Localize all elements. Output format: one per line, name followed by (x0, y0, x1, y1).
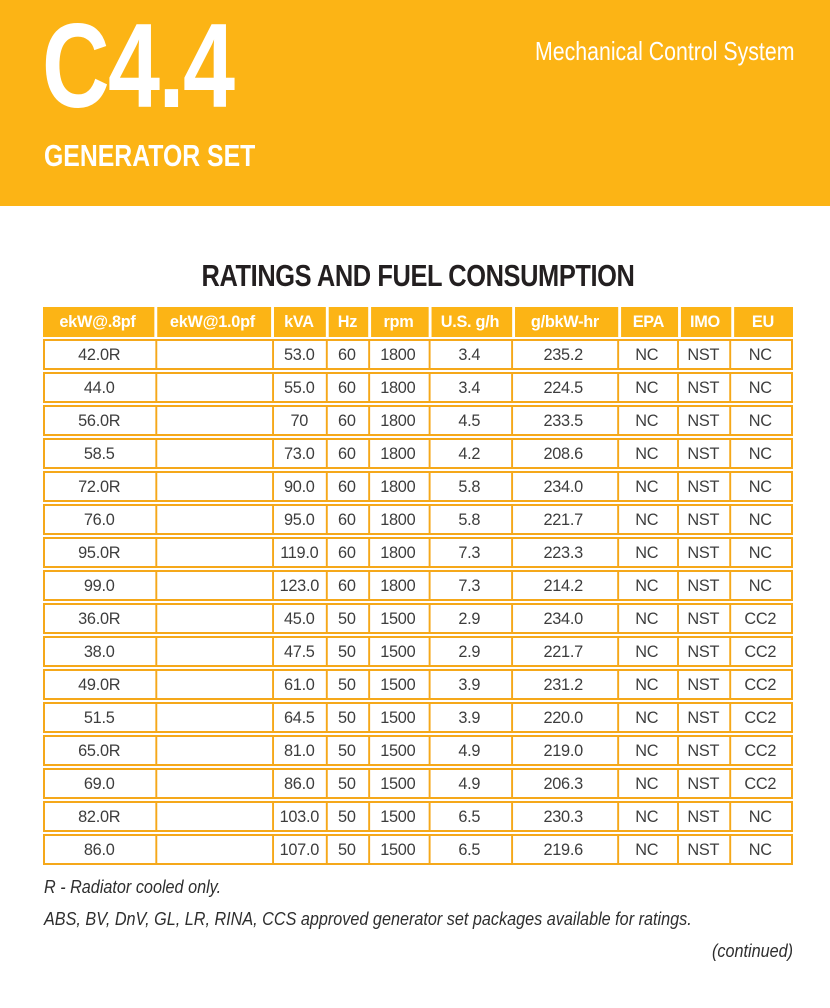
table-cell: NC (617, 407, 674, 434)
table-row (43, 603, 793, 634)
radiator-note: R - Radiator cooled only. (44, 877, 222, 897)
table-cell: CC2 (730, 605, 790, 632)
table-cell: 38.0 (83, 641, 115, 661)
table-cell: NST (677, 638, 728, 665)
table-cell: NST (677, 341, 728, 368)
approvals-note: ABS, BV, DnV, GL, LR, RINA, CCS approved generator set packages available for ratings. (44, 909, 692, 929)
table-cell: 221.7 (512, 506, 614, 533)
table-cell: CC2 (730, 671, 790, 698)
table-cell: 231.2 (512, 671, 614, 698)
table-cell: NC (730, 539, 790, 566)
table-cell: 220.0 (512, 704, 614, 731)
table-cell (156, 539, 269, 566)
table-cell: 7.3 (428, 572, 507, 599)
table-cell: 224.5 (512, 374, 614, 401)
table-cell: 81.0 (272, 737, 324, 764)
table-cell: 65.0R (78, 740, 121, 760)
table-cell (156, 836, 269, 863)
table-cell: CC2 (730, 770, 790, 797)
table-row (43, 801, 793, 832)
table-row (43, 669, 793, 700)
table-cell: 50 (326, 770, 366, 797)
table-cell: 60 (326, 572, 366, 599)
table-cell: 50 (326, 605, 366, 632)
table-cell: NST (677, 506, 728, 533)
table-cell: NC (617, 539, 674, 566)
table-cell: 1800 (368, 506, 425, 533)
table-cell: 64.5 (272, 704, 324, 731)
table-cell: 234.0 (512, 605, 614, 632)
table-cell: NC (617, 770, 674, 797)
table-row (43, 735, 793, 766)
table-cell: 3.9 (428, 671, 507, 698)
table-cell (156, 440, 269, 467)
table-cell: 119.0 (272, 539, 324, 566)
table-cell: 214.2 (512, 572, 614, 599)
table-cell: NC (617, 605, 674, 632)
table-cell (156, 704, 269, 731)
table-cell: 1800 (368, 473, 425, 500)
table-row (43, 537, 793, 568)
table-cell: NC (730, 572, 790, 599)
table-cell: 70 (272, 407, 324, 434)
table-cell: NST (677, 737, 728, 764)
table-cell: 107.0 (272, 836, 324, 863)
table-cell (156, 374, 269, 401)
table-cell: 56.0R (78, 410, 121, 430)
table-cell: 42.0R (78, 344, 121, 364)
table-cell: 1800 (368, 572, 425, 599)
table-cell: 69.0 (83, 773, 115, 793)
table-cell: 7.3 (428, 539, 507, 566)
table-row (43, 768, 793, 799)
table-cell (156, 770, 269, 797)
table-cell: NC (617, 572, 674, 599)
table-row (43, 372, 793, 403)
table-cell: 47.5 (272, 638, 324, 665)
table-cell: 50 (326, 638, 366, 665)
table-cell: 3.4 (428, 374, 507, 401)
table-cell: 223.3 (512, 539, 614, 566)
table-cell: 60 (326, 506, 366, 533)
ratings-table (43, 307, 793, 865)
table-cell: NC (730, 407, 790, 434)
table-cell: 60 (326, 407, 366, 434)
table-cell: 61.0 (272, 671, 324, 698)
table-cell: NC (617, 374, 674, 401)
table-cell: 1500 (368, 638, 425, 665)
table-cell: 60 (326, 374, 366, 401)
table-cell: 90.0 (272, 473, 324, 500)
table-cell: 4.9 (428, 770, 507, 797)
ratings-section-title: RATINGS AND FUEL CONSUMPTION (201, 258, 635, 293)
header-cell: ekW@1.0pf (154, 307, 267, 337)
table-cell: 4.5 (428, 407, 507, 434)
table-cell: NC (730, 836, 790, 863)
table-cell: NC (617, 638, 674, 665)
control-system-tagline: Mechanical Control System (534, 36, 794, 66)
table-cell: NST (677, 605, 728, 632)
table-cell (156, 605, 269, 632)
table-cell: 4.2 (428, 440, 507, 467)
table-cell: NC (617, 737, 674, 764)
table-cell: 5.8 (428, 473, 507, 500)
table-cell: 99.0 (83, 575, 115, 595)
table-cell: 1800 (368, 539, 425, 566)
header-cell: Hz (326, 307, 366, 337)
table-cell (156, 341, 269, 368)
table-cell: 51.5 (83, 707, 115, 727)
table-cell: CC2 (730, 638, 790, 665)
table-cell: NST (677, 473, 728, 500)
table-cell: 235.2 (512, 341, 614, 368)
table-cell: 1500 (368, 770, 425, 797)
table-cell: 60 (326, 341, 366, 368)
table-cell (156, 737, 269, 764)
table-row (43, 504, 793, 535)
table-cell (156, 506, 269, 533)
table-cell: CC2 (730, 704, 790, 731)
table-cell: 1800 (368, 407, 425, 434)
table-cell: 1500 (368, 605, 425, 632)
header-cell: kVA (271, 307, 324, 337)
table-cell: 103.0 (272, 803, 324, 830)
table-cell: 1500 (368, 836, 425, 863)
table-cell: CC2 (730, 737, 790, 764)
table-cell: 1500 (368, 737, 425, 764)
table-cell: NST (677, 407, 728, 434)
table-cell: 86.0 (83, 839, 115, 859)
table-cell: NST (677, 704, 728, 731)
table-cell: NC (617, 836, 674, 863)
table-cell: 2.9 (428, 605, 507, 632)
table-cell: 233.5 (512, 407, 614, 434)
table-cell: 50 (326, 836, 366, 863)
table-cell: 1800 (368, 440, 425, 467)
continued-note: (continued) (711, 941, 793, 961)
table-row (43, 405, 793, 436)
table-cell: 1500 (368, 704, 425, 731)
table-cell: 221.7 (512, 638, 614, 665)
table-cell (156, 407, 269, 434)
header-cell: U.S. g/h (429, 307, 509, 337)
table-cell: NC (617, 473, 674, 500)
table-cell: 5.8 (428, 506, 507, 533)
table-cell: NC (617, 440, 674, 467)
table-row (43, 339, 793, 370)
table-cell (156, 671, 269, 698)
header-cell: rpm (368, 307, 426, 337)
table-cell: 1800 (368, 374, 425, 401)
product-line-label: GENERATOR SET (44, 138, 256, 173)
table-cell: 1500 (368, 803, 425, 830)
table-cell: 6.5 (428, 836, 507, 863)
table-cell: 82.0R (78, 806, 121, 826)
table-row (43, 636, 793, 667)
table-cell: 50 (326, 737, 366, 764)
table-cell: 86.0 (272, 770, 324, 797)
table-row (43, 570, 793, 601)
table-cell: 234.0 (512, 473, 614, 500)
table-cell: 76.0 (83, 509, 115, 529)
header-cell: g/bkW-hr (512, 307, 615, 337)
table-cell (156, 803, 269, 830)
table-cell: 53.0 (272, 341, 324, 368)
table-cell: 230.3 (512, 803, 614, 830)
table-cell: 95.0 (272, 506, 324, 533)
table-cell: NC (730, 440, 790, 467)
table-cell: 55.0 (272, 374, 324, 401)
table-cell (156, 473, 269, 500)
table-cell: NC (730, 506, 790, 533)
table-cell: 50 (326, 671, 366, 698)
table-cell: 219.6 (512, 836, 614, 863)
table-cell: 73.0 (272, 440, 324, 467)
table-cell: 3.9 (428, 704, 507, 731)
table-cell: NC (730, 374, 790, 401)
table-cell: NST (677, 539, 728, 566)
table-cell: NC (617, 803, 674, 830)
brand-banner (0, 0, 830, 206)
table-cell: NC (617, 671, 674, 698)
header-cell: EPA (618, 307, 676, 337)
table-header-row (43, 307, 793, 337)
table-cell: 219.0 (512, 737, 614, 764)
table-row (43, 471, 793, 502)
table-cell: 2.9 (428, 638, 507, 665)
header-cell: ekW@.8pf (59, 312, 136, 331)
table-cell: 72.0R (78, 476, 121, 496)
table-cell: 50 (326, 704, 366, 731)
table-cell: NST (677, 770, 728, 797)
table-cell: 50 (326, 803, 366, 830)
table-cell: 36.0R (78, 608, 121, 628)
header-cell: EU (731, 307, 791, 337)
table-cell: 44.0 (83, 377, 115, 397)
table-cell: NC (617, 704, 674, 731)
table-cell: NST (677, 803, 728, 830)
table-cell: NST (677, 572, 728, 599)
table-cell: 49.0R (78, 674, 121, 694)
table-cell: NST (677, 836, 728, 863)
table-cell: 45.0 (272, 605, 324, 632)
table-row (43, 438, 793, 469)
table-cell (156, 572, 269, 599)
table-cell: NC (730, 803, 790, 830)
table-cell: 58.5 (83, 443, 115, 463)
table-cell: NC (617, 341, 674, 368)
table-cell: NST (677, 374, 728, 401)
table-row (43, 702, 793, 733)
table-cell: 206.3 (512, 770, 614, 797)
table-cell: 60 (326, 539, 366, 566)
table-row (43, 834, 793, 865)
table-cell: 6.5 (428, 803, 507, 830)
table-cell: 4.9 (428, 737, 507, 764)
table-cell: NST (677, 671, 728, 698)
table-cell (156, 638, 269, 665)
table-cell: 60 (326, 473, 366, 500)
table-cell: NC (617, 506, 674, 533)
table-cell: 1500 (368, 671, 425, 698)
header-cell: IMO (678, 307, 729, 337)
table-cell: 123.0 (272, 572, 324, 599)
model-name: C4.4 (42, 0, 234, 133)
table-cell: 3.4 (428, 341, 507, 368)
table-cell: NC (730, 341, 790, 368)
table-cell: NST (677, 440, 728, 467)
table-cell: 95.0R (78, 542, 121, 562)
table-cell: NC (730, 473, 790, 500)
table-cell: 208.6 (512, 440, 614, 467)
table-cell: 1800 (368, 341, 425, 368)
table-cell: 60 (326, 440, 366, 467)
